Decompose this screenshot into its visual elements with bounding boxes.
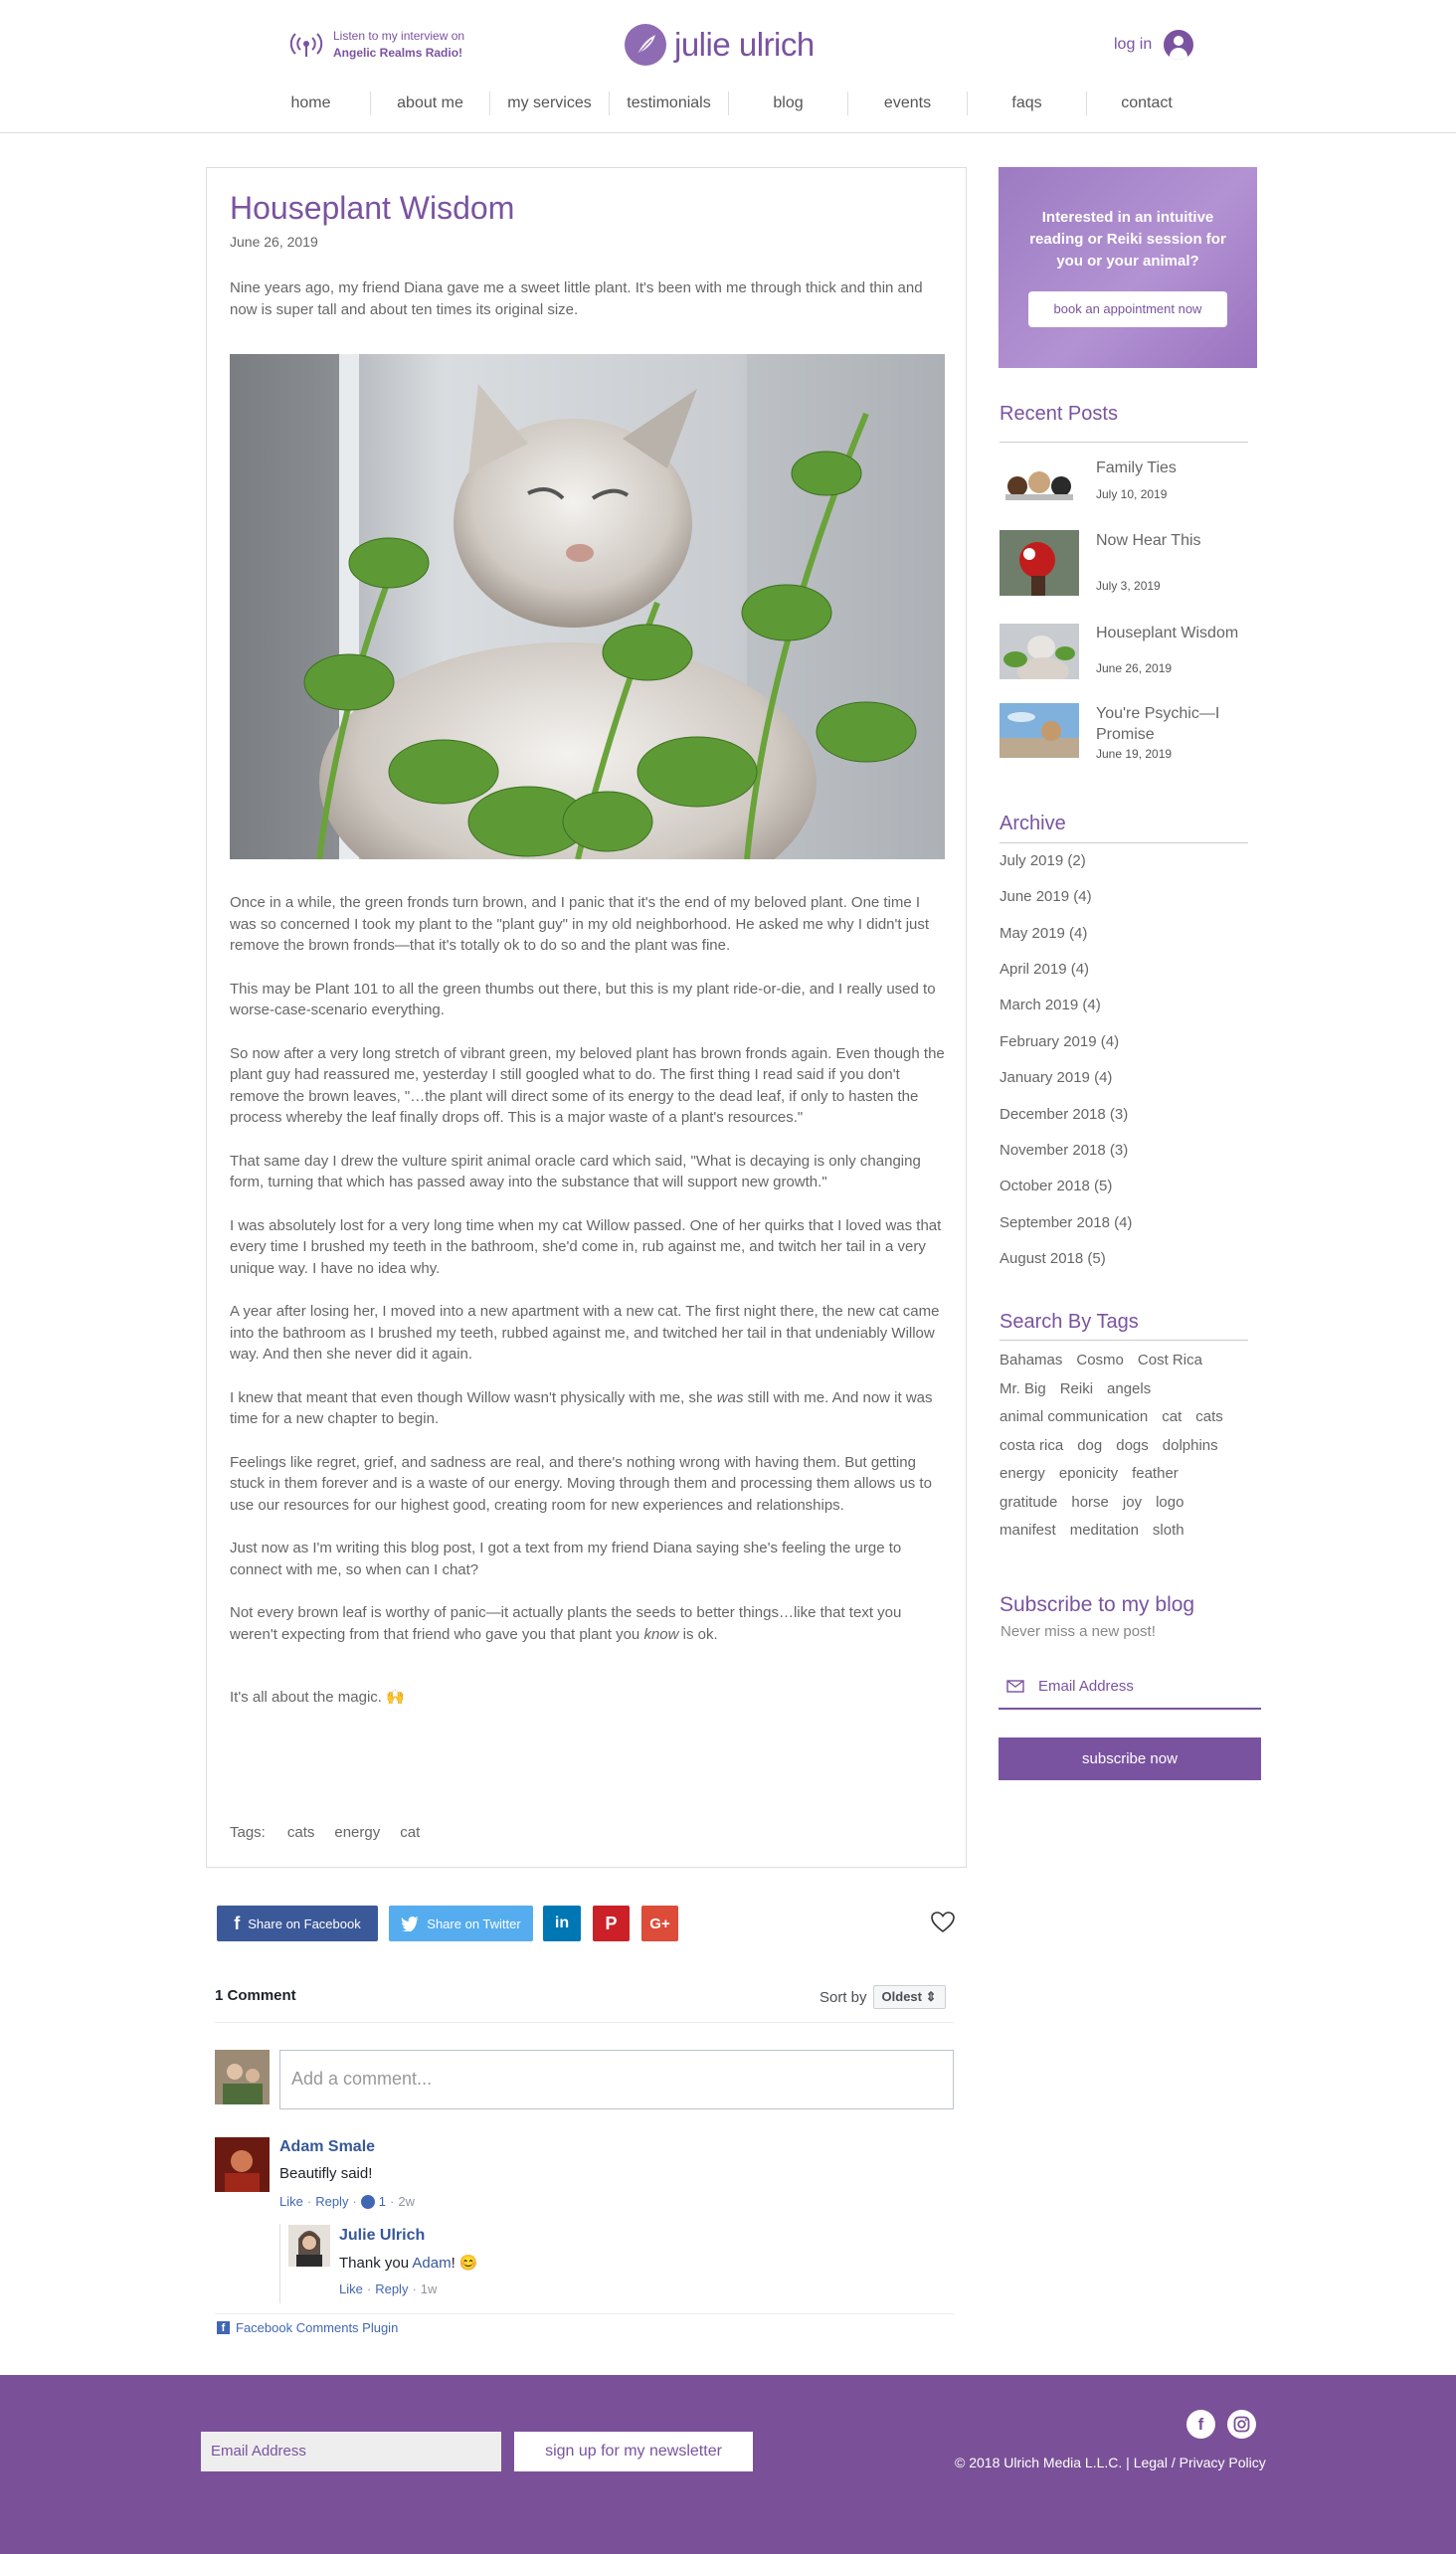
comment-like-count: 1 — [378, 2194, 387, 2209]
sort-select[interactable]: Oldest ⇕ — [873, 1985, 946, 2009]
feather-logo-icon — [625, 24, 666, 66]
text-run: still with me. And now it was time for a new chapter to begin. — [230, 1388, 933, 1427]
post-paragraph: Just now as I'm writing this blog post, I got a text from my friend Diana saying she's feeling the urge to connect with me, so when can I chat? — [230, 1540, 902, 1578]
tag-link[interactable]: logo — [1156, 1493, 1184, 1511]
nav-blog[interactable]: blog — [729, 91, 848, 115]
heart-like-icon[interactable] — [931, 1912, 955, 1940]
tags-label: Tags: — [230, 1824, 266, 1841]
google-plus-icon: G+ — [649, 1915, 670, 1932]
newsletter-signup-button[interactable]: sign up for my newsletter — [514, 2432, 753, 2471]
share-facebook-label: Share on Facebook — [248, 1916, 361, 1931]
text-emphasis: know — [643, 1625, 679, 1643]
linkedin-icon: in — [554, 1915, 570, 1931]
post-paragraph — [230, 1387, 946, 1430]
recent-post-thumb[interactable] — [1000, 530, 1079, 596]
cta-text: Interested in an intuitive reading or Reiki session for you or your animal? — [1029, 209, 1226, 270]
reply-like-link[interactable]: Like — [339, 2281, 363, 2296]
post-image-cat-with-plant — [230, 354, 945, 859]
reply-meta: Like · Reply · 1w — [339, 2281, 438, 2296]
site-header — [0, 0, 1456, 133]
recent-post-title[interactable]: Family Ties — [1096, 459, 1177, 476]
tag-link[interactable]: angels — [1107, 1379, 1152, 1397]
archive-link[interactable]: October 2018 (5) — [1000, 1178, 1113, 1194]
archive-link[interactable]: April 2019 (4) — [1000, 961, 1090, 978]
post-tags — [230, 1824, 420, 1841]
nav-faqs[interactable]: faqs — [968, 91, 1087, 115]
post-body — [230, 892, 946, 1731]
recent-post-title[interactable]: Now Hear This — [1096, 532, 1201, 549]
tag-link[interactable]: costa rica — [1000, 1436, 1064, 1454]
tag-link[interactable]: meditation — [1069, 1522, 1139, 1539]
share-twitter-button[interactable] — [389, 1906, 533, 1941]
post-title: Houseplant Wisdom — [230, 190, 515, 226]
archive-link[interactable]: July 2019 (2) — [1000, 852, 1086, 869]
text-run: Not every brown leaf is worthy of panic—it actually plants the seeds to better things…like that text you weren't expecting from that friend who gave you that plant you — [230, 1604, 902, 1643]
reply-mention-link[interactable]: Adam — [412, 2255, 452, 2272]
tag-link[interactable]: cat — [400, 1824, 421, 1841]
reply-age: 1w — [420, 2281, 438, 2296]
tag-link[interactable]: feather — [1132, 1465, 1179, 1482]
share-twitter-label: Share on Twitter — [427, 1916, 521, 1931]
site-logo[interactable] — [625, 24, 815, 66]
comment-author[interactable]: Adam Smale — [279, 2138, 376, 2155]
archive-link[interactable]: December 2018 (3) — [1000, 1106, 1129, 1123]
recent-post-title[interactable]: Houseplant Wisdom — [1096, 625, 1239, 641]
comments-divider — [215, 2022, 954, 2023]
pinterest-icon: P — [605, 1913, 618, 1933]
archive-link[interactable]: November 2018 (3) — [1000, 1142, 1129, 1159]
reply-thread-line — [279, 2224, 280, 2303]
post-paragraph: It's all about the magic. 🙌 — [230, 1689, 405, 1706]
comment-text: Beautifly said! — [279, 2165, 373, 2182]
archive-link[interactable]: February 2019 (4) — [1000, 1033, 1120, 1050]
post-paragraph: A year after losing her, I moved into a new apartment with a new cat. The first night there, the new cat came into the bathroom as I brushed my teeth, rubbed against me, and twitched her tail in that undeniably Willow way. And then she never did it again. — [230, 1303, 940, 1363]
archive-link[interactable]: May 2019 (4) — [1000, 925, 1088, 942]
tag-link[interactable]: Bahamas — [1000, 1352, 1063, 1368]
main-nav — [252, 91, 1206, 115]
social-links — [1186, 2410, 1256, 2439]
reply-text — [339, 2254, 478, 2272]
tag-link[interactable]: energy — [334, 1824, 381, 1841]
reply-author[interactable]: Julie Ulrich — [339, 2227, 426, 2244]
login-area[interactable] — [1114, 30, 1193, 60]
divider — [1000, 842, 1248, 843]
nav-testimonials[interactable]: testimonials — [610, 91, 729, 115]
post-paragraph: Once in a while, the green fronds turn brown, and I panic that it's the end of my beloved plant. One time I was so concerned I took my plant to the "plant guy" in my old neighborhood. He asked me why I didn't just remove the brown fronds—that it's totally ok to do so and the plant was fine. — [230, 894, 930, 954]
comment-reply-link[interactable]: Reply — [315, 2194, 349, 2209]
post-paragraph: This may be Plant 101 to all the green thumbs out there, but this is my plant ride-or-die, and I really used to worse-case-scenario everything. — [230, 980, 936, 1018]
site-footer — [0, 2375, 1456, 2554]
subscribe-title: Subscribe to my blog — [1000, 1593, 1195, 1616]
envelope-icon — [1006, 1680, 1024, 1693]
reply-author-avatar[interactable] — [288, 2225, 330, 2267]
tag-link[interactable]: Reiki — [1059, 1379, 1094, 1397]
intro-paragraph: Nine years ago, my friend Diana gave me a sweet little plant. It's been with me through thick and thin and now is super tall and about ten times its original size. — [230, 279, 923, 318]
post-paragraph — [230, 1602, 946, 1645]
recent-post-thumb[interactable] — [1000, 456, 1079, 506]
copyright-text: © 2018 Ulrich Media L.L.C. | Legal / Privacy Policy — [955, 2455, 1266, 2470]
tag-link[interactable]: Cost Rica — [1137, 1352, 1202, 1368]
share-linkedin-button[interactable] — [543, 1906, 581, 1941]
radio-interview-text — [333, 28, 464, 62]
comment-like-link[interactable]: Like — [279, 2194, 303, 2209]
tag-link[interactable]: sloth — [1152, 1522, 1184, 1539]
radio-line-1: Listen to my interview on — [333, 29, 465, 43]
reply-text-run: ! 😊 — [451, 2255, 478, 2272]
nav-home[interactable]: home — [252, 91, 371, 115]
text-emphasis: was — [716, 1388, 744, 1406]
comment-input[interactable]: Add a comment... — [279, 2050, 954, 2109]
recent-post-thumb[interactable] — [1000, 624, 1079, 679]
nav-about-me[interactable]: about me — [371, 91, 490, 115]
comment-meta: Like · Reply · 1 · 2w — [279, 2194, 415, 2209]
tag-link[interactable]: gratitude — [1000, 1493, 1058, 1511]
subscribe-button[interactable]: subscribe now — [999, 1737, 1261, 1780]
tag-link[interactable]: cat — [1162, 1408, 1183, 1425]
commenter-avatar[interactable] — [215, 2137, 270, 2192]
comment-sort — [819, 1985, 946, 2009]
twitter-icon — [401, 1916, 419, 1931]
tag-cloud — [1000, 1347, 1258, 1546]
tag-link[interactable]: Cosmo — [1076, 1352, 1124, 1368]
comments-divider — [215, 2313, 954, 2314]
recent-post-date: June 26, 2019 — [1096, 661, 1173, 675]
archive-link[interactable]: January 2019 (4) — [1000, 1069, 1113, 1086]
blog-post — [206, 167, 967, 1868]
user-avatar-icon[interactable] — [1164, 30, 1193, 60]
post-paragraph: Feelings like regret, grief, and sadness are real, and there's nothing wrong with having them. But getting stuck in them forever and is a waste of our energy. Moving through them and processing them allows us to use our resources for our highest good, creating room for new experiences and relationships. — [230, 1453, 932, 1514]
facebook-icon: f — [234, 1913, 241, 1933]
tag-link[interactable]: dog — [1077, 1436, 1103, 1454]
facebook-small-icon: f — [217, 2321, 230, 2334]
nav-my-services[interactable]: my services — [490, 91, 610, 115]
recent-post-title[interactable]: You're Psychic—I Promise — [1096, 705, 1220, 743]
newsletter-email-input[interactable]: Email Address — [201, 2432, 501, 2471]
tags-title: Search By Tags — [1000, 1311, 1139, 1333]
archive-title: Archive — [1000, 813, 1066, 834]
archive-link[interactable]: June 2019 (4) — [1000, 888, 1092, 905]
tag-link[interactable]: energy — [1000, 1465, 1045, 1482]
tag-link[interactable]: cats — [286, 1824, 315, 1841]
post-paragraph: So now after a very long stretch of vibrant green, my beloved plant has brown fronds again. Even though the plant guy had reassured me, yesterday I still googled what to do. The first thing I read said if you don't remove the brown leaves, "…the plant will direct some of its energy to the dead leaf, if only to hasten the process whereby the leaf finally drops off. This is a major waste of a plant's resources." — [230, 1044, 945, 1126]
divider — [1000, 1340, 1248, 1341]
tag-link[interactable]: manifest — [1000, 1522, 1056, 1539]
logo-text: julie ulrich — [674, 26, 815, 63]
archive-link[interactable]: September 2018 (4) — [1000, 1214, 1133, 1231]
broadcast-icon — [289, 32, 323, 58]
current-user-avatar — [215, 2050, 270, 2104]
recent-post-date: July 10, 2019 — [1096, 487, 1168, 501]
radio-interview-link[interactable] — [289, 28, 464, 62]
subscribe-email-placeholder: Email Address — [1038, 1677, 1134, 1695]
radio-line-2: Angelic Realms Radio! — [333, 46, 463, 60]
reply-text-run: Thank you — [339, 2255, 413, 2272]
tag-link[interactable]: animal communication — [1000, 1408, 1149, 1425]
recent-post-thumb[interactable] — [1000, 703, 1079, 758]
post-paragraph: I was absolutely lost for a very long time when my cat Willow passed. One of her quirks that I loved was that every time I brushed my teeth in the bathroom, she'd come in, rub against me, and twitch her tail in a very unique way. I have no idea why. — [230, 1216, 942, 1277]
nav-events[interactable]: events — [848, 91, 968, 115]
facebook-comments-plugin-link[interactable] — [217, 2320, 398, 2335]
booking-cta — [999, 167, 1257, 368]
tag-link[interactable]: horse — [1071, 1493, 1109, 1511]
subscribe-subtitle: Never miss a new post! — [1001, 1623, 1156, 1640]
share-google-plus-button[interactable] — [641, 1906, 678, 1941]
recent-post-date: July 3, 2019 — [1096, 579, 1161, 593]
tag-link[interactable]: dogs — [1116, 1436, 1149, 1454]
thumbs-up-icon — [361, 2195, 375, 2209]
archive-link[interactable]: August 2018 (5) — [1000, 1250, 1106, 1267]
tag-link[interactable]: Mr. Big — [1000, 1379, 1046, 1397]
comment-count: 1 Comment — [215, 1987, 296, 2004]
facebook-icon[interactable]: f — [1186, 2410, 1215, 2439]
share-facebook-button[interactable] — [217, 1906, 378, 1941]
tag-link[interactable]: cats — [1195, 1408, 1223, 1425]
comment-age: 2w — [398, 2194, 415, 2209]
share-pinterest-button[interactable] — [593, 1906, 630, 1941]
post-intro — [230, 277, 946, 342]
archive-link[interactable]: March 2019 (4) — [1000, 997, 1101, 1013]
recent-post-date: June 19, 2019 — [1096, 747, 1173, 761]
text-run: is ok. — [678, 1625, 718, 1643]
login-link[interactable]: log in — [1114, 36, 1153, 53]
tag-link[interactable]: eponicity — [1058, 1465, 1119, 1482]
post-paragraph: That same day I drew the vulture spirit animal oracle card which said, "What is decaying is only changing form, turning that which has passed away into the substance that will support new growth." — [230, 1152, 921, 1190]
divider — [1000, 442, 1248, 443]
tag-link[interactable]: dolphins — [1162, 1436, 1218, 1454]
recent-posts-title: Recent Posts — [1000, 403, 1118, 425]
text-run: I knew that meant that even though Willow wasn't physically with me, she — [230, 1388, 717, 1406]
post-date: June 26, 2019 — [230, 234, 318, 250]
subscribe-email-field[interactable] — [999, 1664, 1261, 1710]
reply-reply-link[interactable]: Reply — [375, 2281, 409, 2296]
sort-label: Sort by — [819, 1988, 867, 2006]
nav-contact[interactable]: contact — [1121, 94, 1173, 111]
tag-link[interactable]: joy — [1122, 1493, 1143, 1511]
book-appointment-button[interactable]: book an appointment now — [1028, 291, 1227, 327]
plugin-label: Facebook Comments Plugin — [236, 2320, 399, 2335]
instagram-icon[interactable] — [1227, 2410, 1256, 2439]
